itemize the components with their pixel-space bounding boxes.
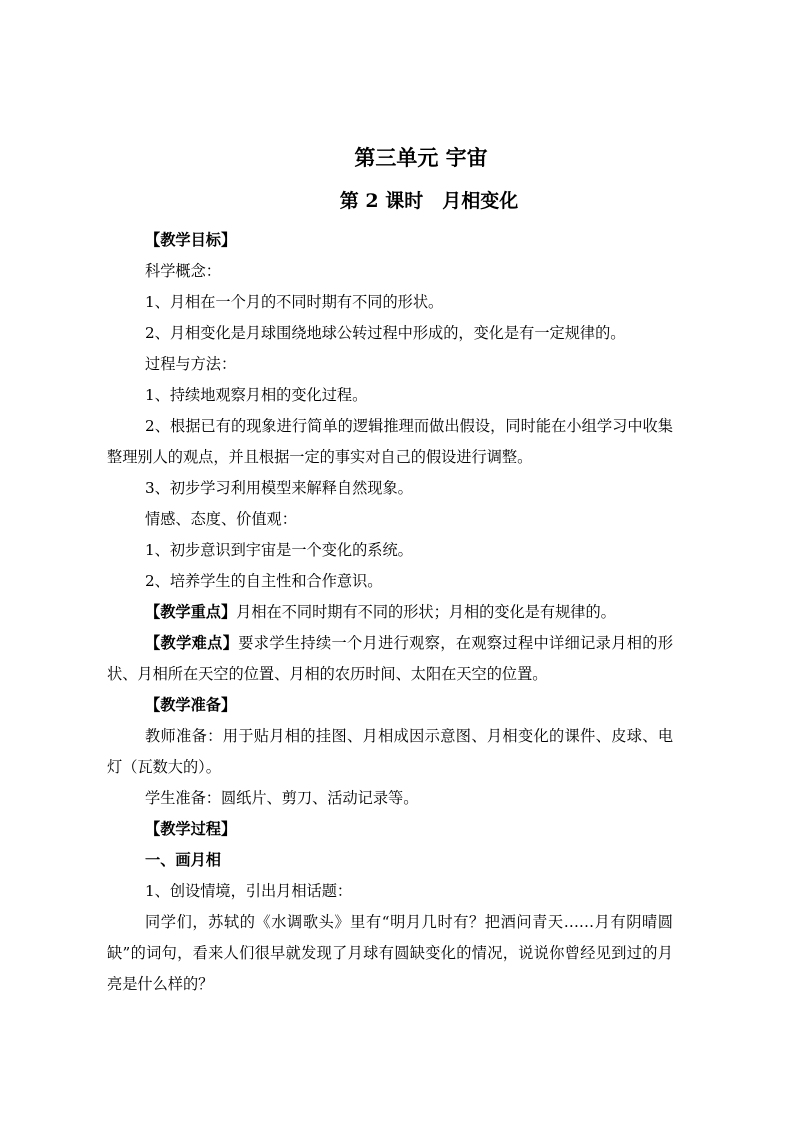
difficulty-text: 要求学生持续一个月进行观察，在观察过程中详细记录月相的形状、月相所在天空的位置、月相的农历时间、太阳在天空的位置。 xyxy=(107,634,674,683)
step-1: 1、创设情境，引出月相话题： xyxy=(145,882,353,900)
attitude-label: 情感、态度、价值观： xyxy=(145,510,297,528)
preparation-heading: 【教学准备】 xyxy=(145,696,237,714)
process-heading: 【教学过程】 xyxy=(145,820,237,838)
process-item-1: 1、持续地观察月相的变化过程。 xyxy=(145,386,368,404)
attitude-item-1: 1、初步意识到宇宙是一个变化的系统。 xyxy=(145,541,413,559)
concept-label: 科学概念： xyxy=(145,262,221,280)
objectives-heading: 【教学目标】 xyxy=(145,231,237,249)
attitude-item-2: 2、培养学生的自主性和合作意识。 xyxy=(145,572,383,590)
document-body xyxy=(107,225,673,1000)
lesson-title: 第 2 课时 月相变化 xyxy=(339,190,519,212)
key-points-paragraph xyxy=(107,597,673,628)
unit-title: 第三单元 宇宙 xyxy=(354,145,488,170)
concept-item-1: 1、月相在一个月的不同时期有不同的形状。 xyxy=(145,293,444,311)
student-preparation: 学生准备：圆纸片、剪刀、活动记录等。 xyxy=(145,789,419,807)
difficulty-heading: 【教学难点】 xyxy=(145,634,239,652)
intro-paragraph: 同学们，苏轼的《水调歌头》里有“明月几时有？把酒问青天……月有阴晴圆缺”的词句，看来人们很早就发现了月球有圆缺变化的情况，说说你曾经见到过的月亮是什么样的？ xyxy=(107,913,673,993)
concept-item-2: 2、月相变化是月球围绕地球公转过程中形成的，变化是有一定规律的。 xyxy=(145,324,626,342)
section-1-heading: 一、画月相 xyxy=(145,851,221,869)
difficulty-paragraph xyxy=(107,628,673,690)
process-label: 过程与方法： xyxy=(145,355,237,373)
key-points-heading: 【教学重点】 xyxy=(145,603,237,621)
teacher-preparation: 教师准备：用于贴月相的挂图、月相成因示意图、月相变化的课件、皮球、电灯（瓦数大的）。 xyxy=(107,727,673,776)
process-item-3: 3、初步学习利用模型来解释自然现象。 xyxy=(145,479,413,497)
process-item-2: 2、根据已有的现象进行简单的逻辑推理而做出假设，同时能在小组学习中收集整理别人的观点，并且根据一定的事实对自己的假设进行调整。 xyxy=(107,417,673,466)
key-points-text: 月相在不同时期有不同的形状；月相的变化是有规律的。 xyxy=(236,603,616,621)
